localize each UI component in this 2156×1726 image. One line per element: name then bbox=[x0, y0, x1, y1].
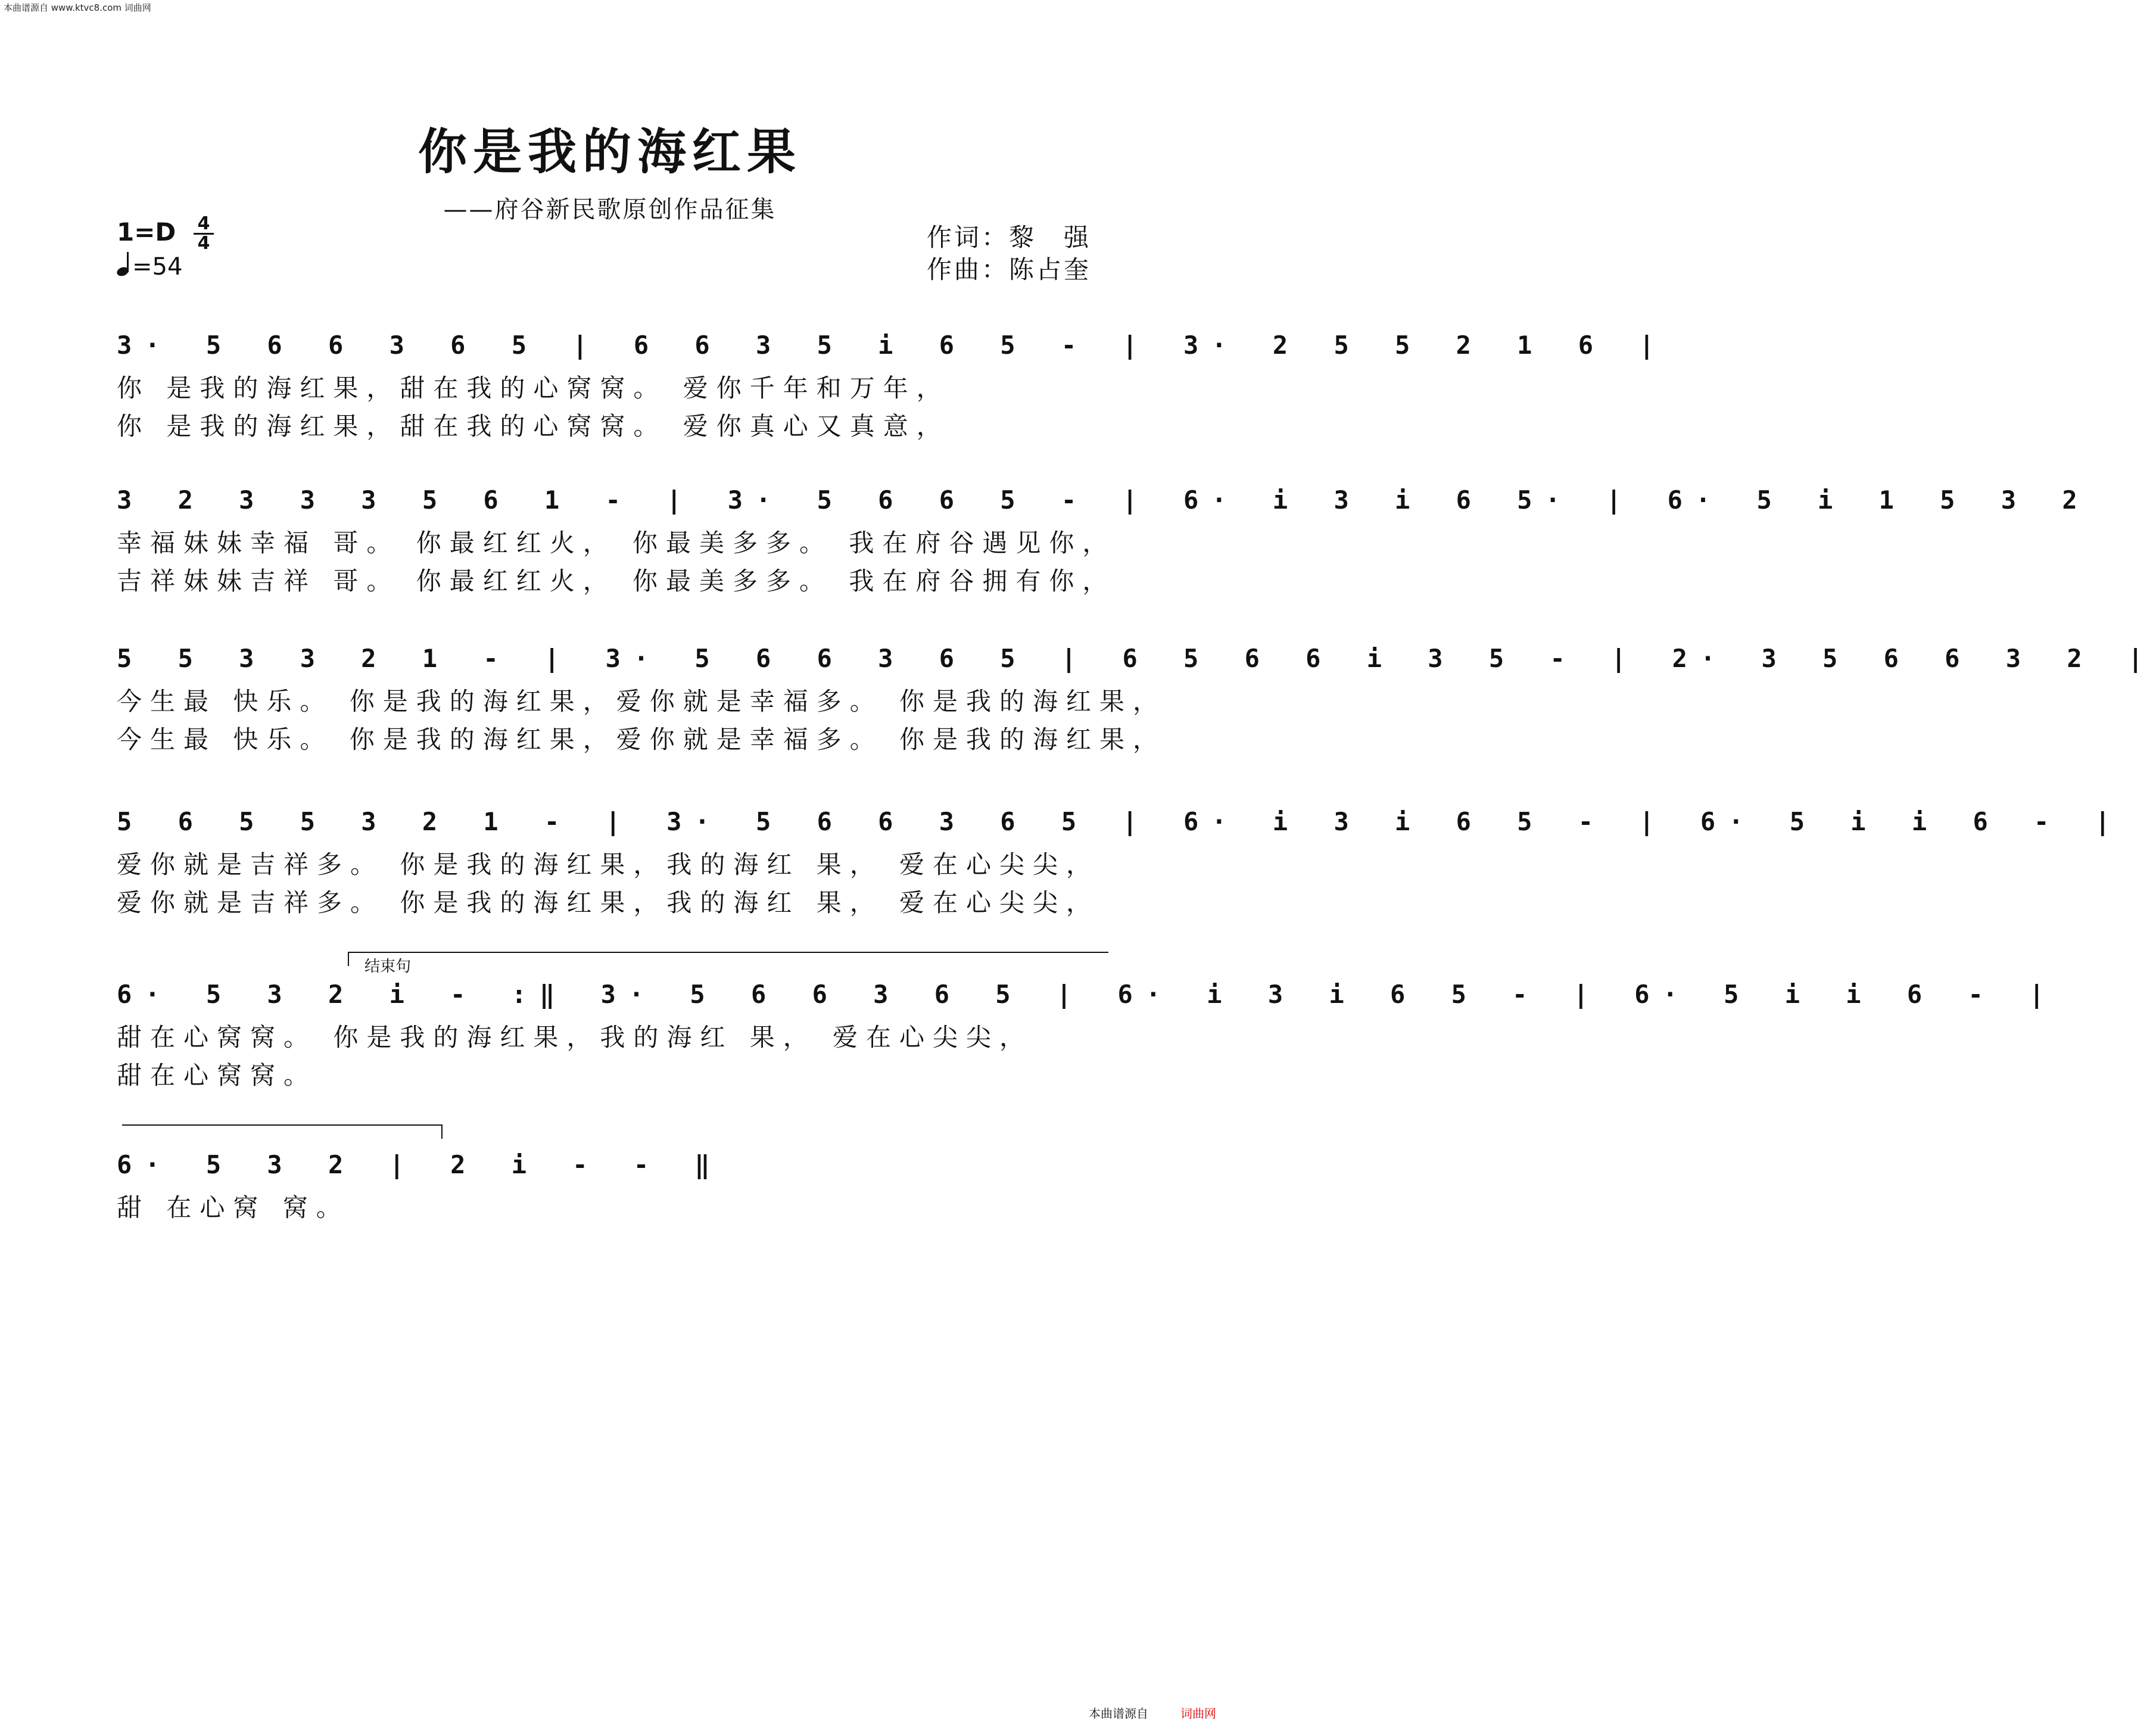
ending-bracket bbox=[348, 952, 1108, 966]
key-signature: 1=D bbox=[117, 217, 176, 247]
time-signature bbox=[194, 213, 214, 254]
time-signature-top: 4 bbox=[197, 213, 210, 234]
notation: 5 5 3 3 2 1 - | 3· 5 6 6 3 6 5 | 6 5 6 6 i 3 5 - | 2· 3 5 6 6 3 2 | bbox=[117, 644, 2156, 673]
score-line-3 bbox=[117, 635, 2156, 759]
lyric-verse-1: 甜在心窝窝。 你是我的海红果，我的海红 果， 爱在心尖尖， bbox=[117, 1023, 1033, 1052]
lyric-verse-1: 爱你就是吉祥多。 你是我的海红果，我的海红 果， 爱在心尖尖， bbox=[117, 850, 1100, 879]
lyric-verse-1: 幸福妹妹幸福 哥。 你最红红火， 你最美多多。 我在府谷遇见你， bbox=[117, 528, 1116, 557]
coda-bracket bbox=[122, 1124, 443, 1139]
song-title: 你是我的海红果 bbox=[418, 123, 802, 180]
source-note: 本曲谱源自 www.ktvc8.com 词曲网 bbox=[4, 2, 151, 13]
lyric-verse-2: 你 是我的海红果，甜在我的心窝窝。 爱你真心又真意， bbox=[117, 412, 950, 441]
lyric-verse-2: 甜在心窝窝。 bbox=[117, 1061, 317, 1090]
score-line-6 bbox=[117, 1141, 1105, 1227]
score-line-2 bbox=[117, 476, 2090, 600]
footer-site: 词曲网 bbox=[1180, 1706, 1216, 1721]
notation: 6· 5 3 2 i - :‖ 3· 5 6 6 3 6 5 | 6· i 3 i 6 5 - | 6· 5 i i 6 - | bbox=[117, 980, 2058, 1009]
lyric-verse-1: 你 是我的海红果，甜在我的心窝窝。 爱你千年和万年， bbox=[117, 373, 950, 403]
notation: 5 6 5 5 3 2 1 - | 3· 5 6 6 3 6 5 | 6· i 3 i 6 5 - | 6· 5 i i 6 - | bbox=[117, 807, 2123, 836]
time-signature-bottom: 4 bbox=[197, 233, 210, 254]
lyric-verse-2: 爱你就是吉祥多。 你是我的海红果，我的海红 果， 爱在心尖尖， bbox=[117, 888, 1100, 917]
score-line-4 bbox=[117, 798, 2123, 922]
lyric-verse-2: 吉祥妹妹吉祥 哥。 你最红红火， 你最美多多。 我在府谷拥有你， bbox=[117, 566, 1116, 596]
score-line-1 bbox=[117, 322, 1668, 445]
lyric-verse-1: 今生最 快乐。 你是我的海红果，爱你就是幸福多。 你是我的海红果， bbox=[117, 687, 1167, 716]
ending-label: 结束句 bbox=[364, 958, 412, 976]
lyric-verse-1: 甜 在心窝 窝。 bbox=[117, 1193, 350, 1222]
lyricist-credit: 作词：黎 强 bbox=[927, 223, 1092, 252]
song-subtitle: ——府谷新民歌原创作品征集 bbox=[443, 196, 777, 223]
notation: 3 2 3 3 3 5 6 1 - | 3· 5 6 6 5 - | 6· i 3 i 6 5· | 6· 5 i 1 5 3 2 bbox=[117, 485, 2090, 515]
lyric-verse-2: 今生最 快乐。 你是我的海红果，爱你就是幸福多。 你是我的海红果， bbox=[117, 725, 1167, 754]
tempo-value: =54 bbox=[132, 253, 183, 281]
notation: 3· 5 6 6 3 6 5 | 6 6 3 5 i 6 5 - | 3· 2 5 5 2 1 6 | bbox=[117, 331, 1668, 360]
score-line-5 bbox=[117, 971, 2058, 1095]
footer-source: 本曲谱源自 bbox=[1089, 1706, 1148, 1721]
quarter-note-icon bbox=[117, 253, 132, 277]
composer-credit: 作曲：陈占奎 bbox=[927, 255, 1092, 284]
tempo-marking bbox=[117, 253, 182, 281]
notation: 6· 5 3 2 | 2 i - - ‖ bbox=[117, 1150, 723, 1179]
